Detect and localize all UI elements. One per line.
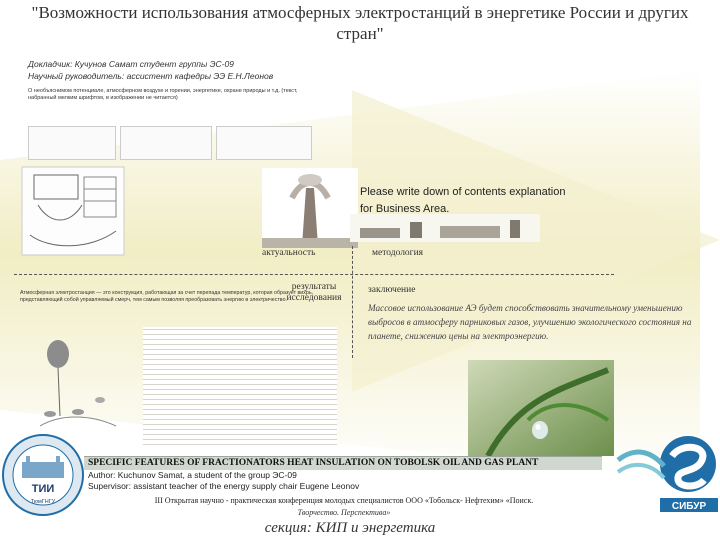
article-thumbnail [28, 126, 116, 160]
author-line: Author: Kuchunov Samat, a student of the group ЭС-09 [88, 470, 297, 480]
vertical-divider [352, 246, 353, 358]
label-conclusion: заключение [368, 285, 416, 295]
conference-line: III Открытая научно - практическая конференция молодых специалистов ООО «Тобольск- Нефтехим» «Поиск. [154, 496, 534, 505]
speaker-line: Докладчик: Кучунов Самат студент группы ЭС-09 [28, 59, 234, 69]
article-thumbnail [216, 126, 312, 160]
balloon-illustration [30, 330, 125, 448]
english-title: SPECIFIC FEATURES OF FRACTIONATORS HEAT INSULATION ON TOBOLSK OIL AND GAS PLANT [88, 458, 539, 468]
label-actuality: актуальность [262, 248, 316, 258]
definition-paragraph: Атмосферная электростанция — это конструкция, работающая за счет перепада температур, которая образует вихрь, представляющий собой управляемый смерч, тем самым позволяя преобразовать энергию в электричество. [20, 290, 314, 303]
svg-text:ТИИ: ТИИ [31, 483, 55, 495]
conference-subline: Творчество. Перспектива» [297, 508, 391, 517]
svg-text:СИБУР: СИБУР [671, 501, 707, 512]
company-logo [612, 426, 720, 518]
supervisor-line: Научный руководитель: ассистент кафедры ЭЭ Е.Н.Леонов [28, 71, 274, 81]
page-title: "Возможности использования атмосферных электростанций в энергетике России и других стран" [31, 3, 689, 43]
label-results: результаты исследования [286, 282, 342, 303]
article-thumbnail [120, 126, 212, 160]
university-logo [0, 432, 86, 518]
supervisor-line-en: Supervisor: assistant teacher of the energy supply chair Eugene Leonov [88, 481, 360, 491]
power-plant-image [350, 214, 540, 242]
generator-diagram [20, 165, 126, 257]
results-body-text [143, 327, 337, 445]
label-methodology: методология [372, 248, 424, 258]
section-label: секция: КИП и энергетика [264, 520, 436, 536]
results-text-lines [143, 327, 337, 445]
vortex-tower-image [262, 168, 358, 248]
speaker-block [28, 58, 273, 82]
svg-text:ТюмГНГУ: ТюмГНГУ [30, 499, 56, 505]
seedling-droplet-image [468, 360, 614, 456]
conclusion-text: Массовое использование АЭ будет способствовать значительному уменьшению выбросов в атмосферу парниковых газов, улучшению экологического состояния на планете, снижению цены на электроэнергию. [368, 303, 692, 341]
placeholder-text: Please write down of contents explanation for Business Area. [360, 186, 566, 215]
horizontal-divider [14, 274, 614, 275]
intro-text: О необъяснимом потенциале, атмосферном воздухе и горении, энергетике, охране природы и т.д. (текст, набранный мелким шрифтом, в изображении не читается) [28, 88, 298, 101]
